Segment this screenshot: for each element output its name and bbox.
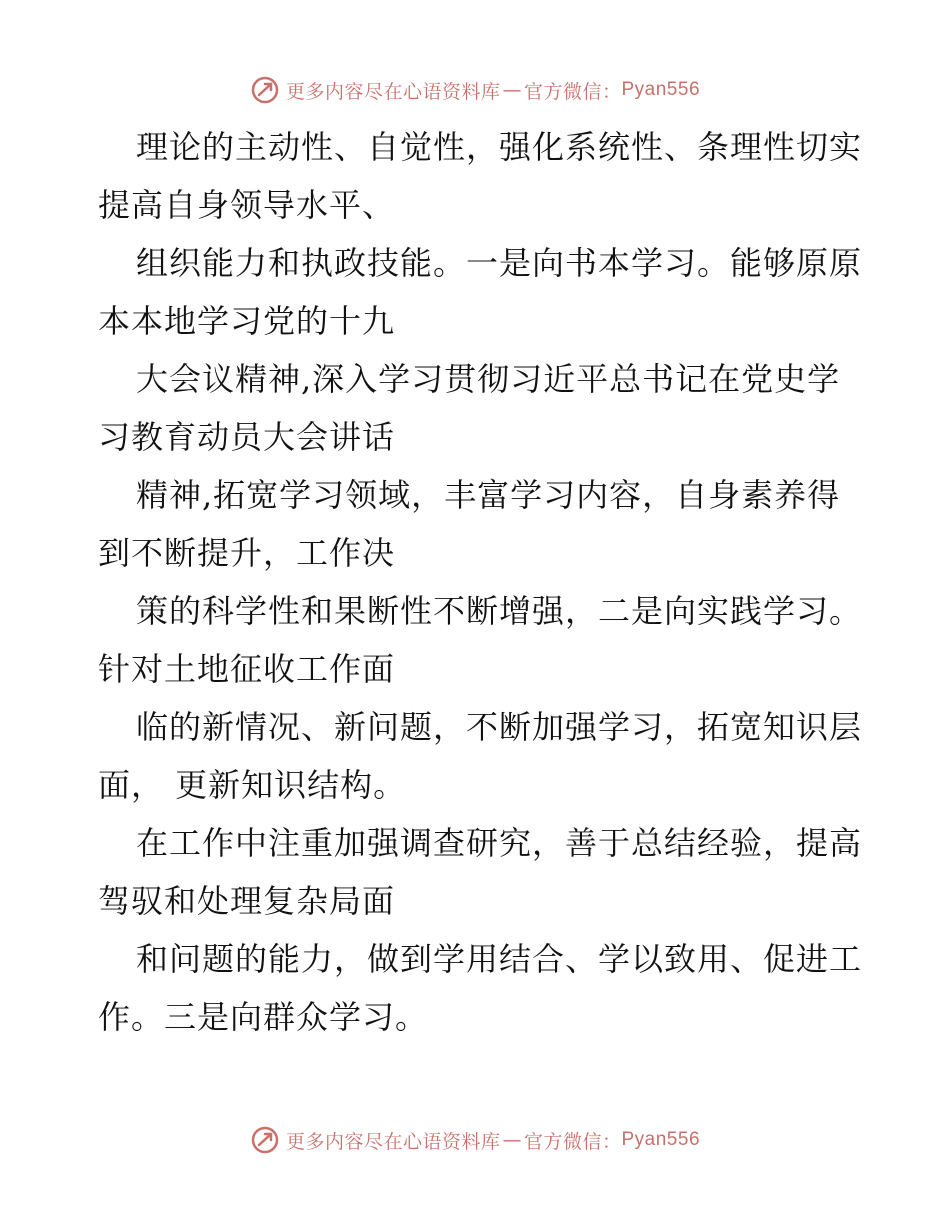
paragraph: 理论的主动性、自觉性，强化系统性、条理性切实提高自身领导水平、: [98, 128, 863, 224]
watermark-wechat-id: Pyan556: [621, 79, 701, 100]
paragraph: 大会议精神,深入学习贯彻习近平总书记在党史学习教育动员大会讲话: [98, 360, 841, 456]
logo-icon: [250, 75, 280, 105]
watermark-separator: —: [502, 1129, 522, 1151]
watermark-wechat-label: 官方微信：: [523, 1130, 622, 1153]
watermark-separator: —: [502, 79, 522, 101]
paragraph: 临的新情况、新问题，不断加强学习，拓宽知识层面， 更新知识结构。: [98, 708, 863, 804]
watermark-text: 更多内容尽在心语资料库: [285, 1130, 501, 1153]
header-watermark: [0, 70, 950, 110]
paragraph: 组织能力和执政技能。一是向书本学习。能够原原本本地学习党的十九: [98, 244, 863, 340]
watermark-wechat-id: Pyan556: [621, 1129, 701, 1150]
paragraph: 在工作中注重加强调查研究，善于总结经验，提高驾驭和处理复杂局面: [98, 824, 863, 920]
watermark-wechat-label: 官方微信：: [523, 80, 622, 103]
footer-watermark: [0, 1120, 950, 1160]
watermark-text: 更多内容尽在心语资料库: [285, 80, 501, 103]
logo-icon: [250, 1125, 280, 1155]
paragraph: 策的科学性和果断性不断增强，二是向实践学习。针对土地征收工作面: [98, 592, 863, 688]
document-body: [98, 118, 868, 1046]
paragraph: 和问题的能力，做到学用结合、学以致用、促进工作。三是向群众学习。: [98, 940, 863, 1036]
paragraph: 精神,拓宽学习领域，丰富学习内容，自身素养得到不断提升，工作决: [98, 476, 841, 572]
